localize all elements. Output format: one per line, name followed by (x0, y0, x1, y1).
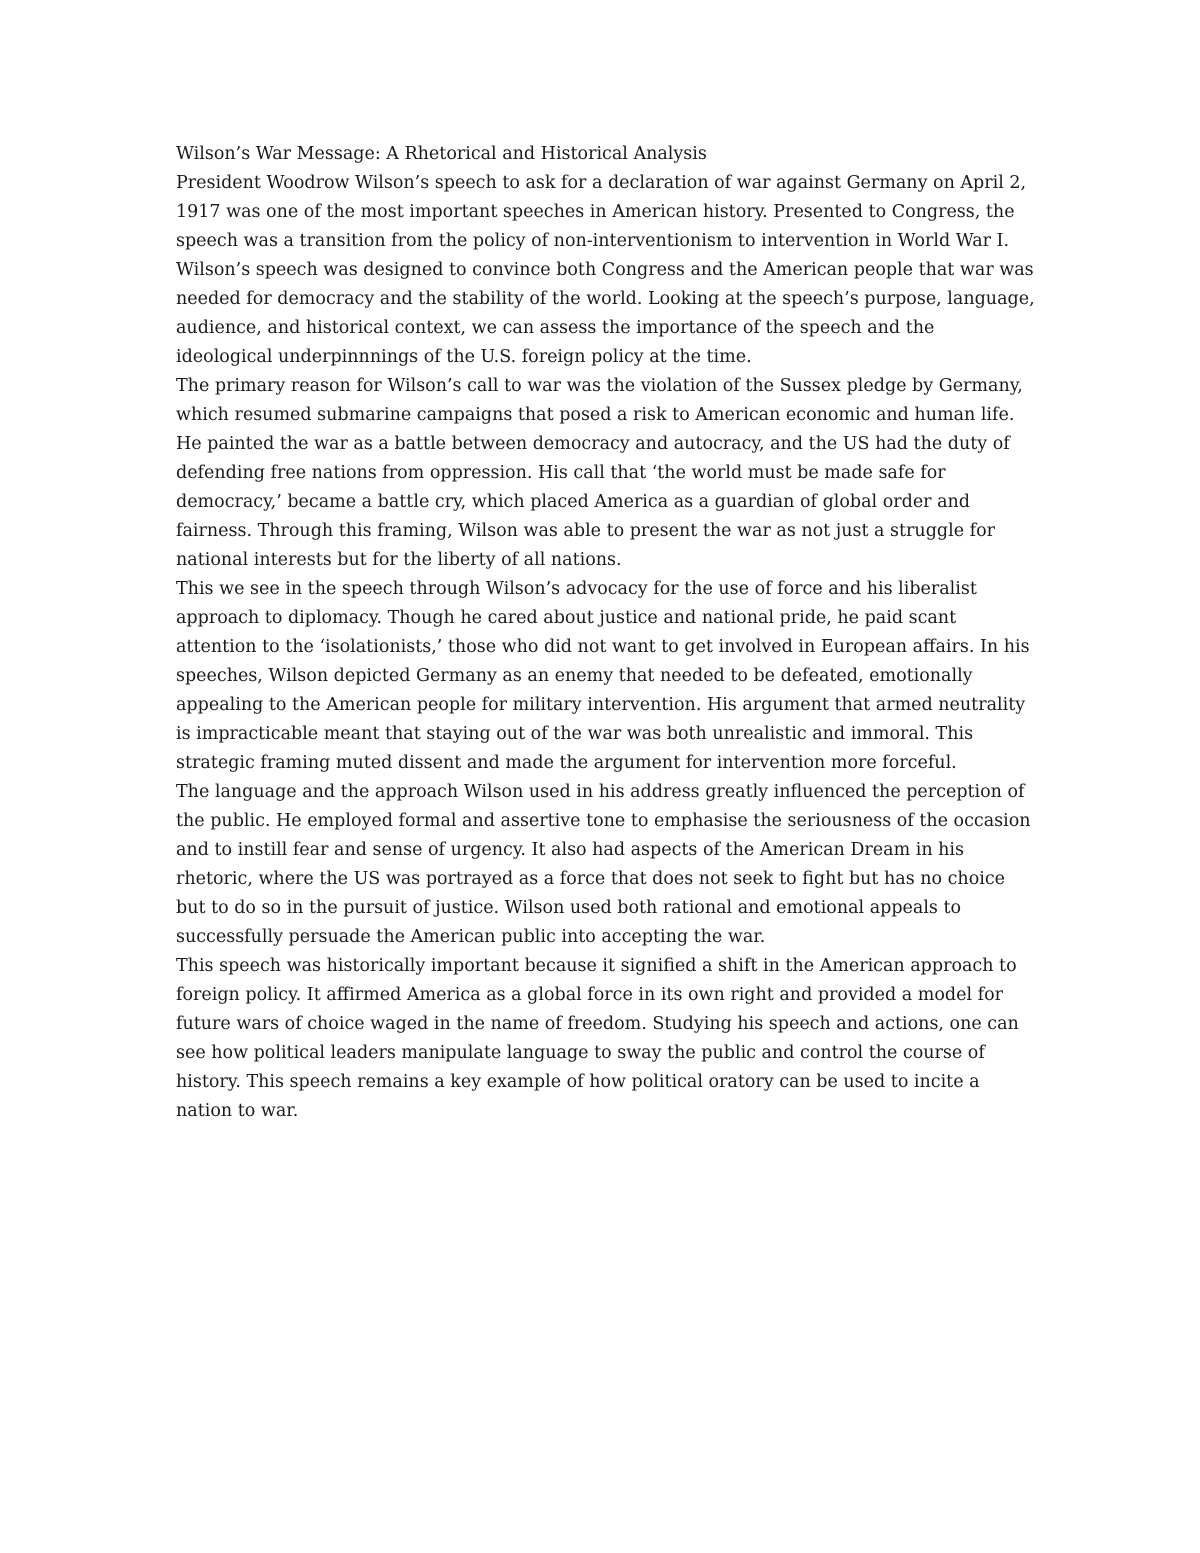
paragraph-reason-for-war: The primary reason for Wilson’s call to war was the violation of the Sussex pledge by Germany, which resumed submarine campaigns that posed a risk to American economic and human life. He painted the war as a battle between democracy and autocracy, and the US had the duty of defending free nations from oppression. His call that ‘the world must be made safe for democracy,’ became a battle cry, which placed America as a guardian of global order and fairness. Through this framing, Wilson was able to present the war as not just a struggle for national interests but for the liberty of all nations. (176, 376, 1023, 570)
paragraph-introduction: President Woodrow Wilson’s speech to ask for a declaration of war against Germany on April 2, 1917 was one of the most important speeches in American history. Presented to Congress, the speech was a transition from the policy of non-interventionism to intervention in World War I. Wilson’s speech was designed to convince both Congress and the American people that war was needed for democracy and the stability of the world. Looking at the speech’s purpose, language, audience, and historical context, we can assess the importance of the speech and the ideological underpinnnings of the U.S. foreign policy at the time. (176, 173, 1035, 367)
document-page (176, 140, 1036, 1126)
document-title: Wilson’s War Message: A Rhetorical and Historical Analysis (176, 144, 707, 164)
paragraph-language-approach: The language and the approach Wilson used in his address greatly influenced the perception of the public. He employed formal and assertive tone to emphasise the seriousness of the occasion and to instill fear and sense of urgency. It also had aspects of the American Dream in his rhetoric, where the US was portrayed as a force that does not seek to fight but has no choice but to do so in the pursuit of justice. Wilson used both rational and emotional appeals to successfully persuade the American public into accepting the war. (176, 782, 1031, 947)
paragraph-historical-importance: This speech was historically important because it signified a shift in the American approach to foreign policy. It affirmed America as a global force in its own right and provided a model for future wars of choice waged in the name of freedom. Studying his speech and actions, one can see how political leaders manipulate language to sway the public and control the course of history. This speech remains a key example of how political oratory can be used to incite a nation to war. (176, 956, 1019, 1121)
paragraph-advocacy-for-force: This we see in the speech through Wilson’s advocacy for the use of force and his liberalist approach to diplomacy. Though he cared about justice and national pride, he paid scant attention to the ‘isolationists,’ those who did not want to get involved in European affairs. In his speeches, Wilson depicted Germany as an enemy that needed to be defeated, emotionally appealing to the American people for military intervention. His argument that armed neutrality is impracticable meant that staying out of the war was both unrealistic and immoral. This strategic framing muted dissent and made the argument for intervention more forceful. (176, 579, 1030, 773)
